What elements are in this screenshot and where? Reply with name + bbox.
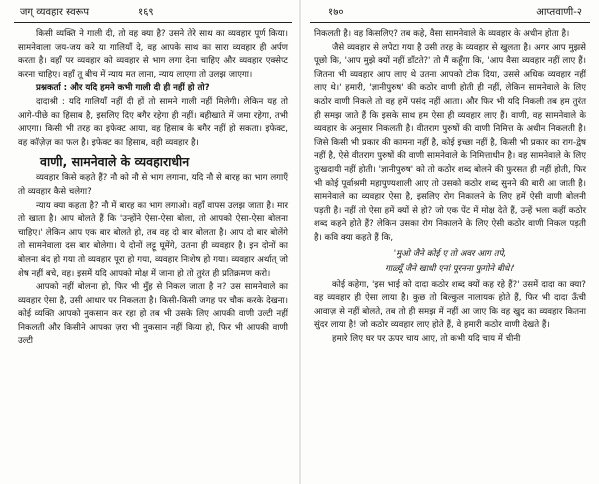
paragraph: हमारे लिए घर पर ऊपर चाय आए, तो कभी यदि चाय में चीनी [332,334,521,345]
right-page-body [314,28,586,347]
right-header-rule [310,22,590,23]
paragraph: निकलती है। वह किसलिए? तब कहे, वैसा सामनेवाले के व्यवहार के अधीन होता है। [314,29,570,39]
paragraph: कोई कहेगा, 'इस भाई को दादा कठोर शब्द क्यों कह रहे हैं?' उसमें दादा का क्या? वह व्यवहार ही ऐसा लाया है। कुछ तो बिल्कुल नालायक होते हैं, फिर भी दादा ऊँची आवाज़ से नहीं बोलते, तब तो ही समझ में नहीं आ जाए कि वह खुद का व्यवहार कितना सुंदर लाया है! जो कठोर व्यवहार लाए होते हैं, वे हमारी कठोर वाणी देखते हैं। [314,279,586,331]
paragraph: जैसे व्यवहार से लपेटा गया है उसी तरह के व्यवहार से खुलता है। अगर आप मुझसे पूछो कि, 'आप मुझे क्यों नहीं डाँटते?' तो मैं कहूँगा कि, 'आप वैसा व्यवहार नहीं लाए हैं। जितना भी व्यवहार आप लाए थे उतना आपको टोक दिया, उससे अधिक व्यवहार नहीं लाए थे।' हमारी, 'ज्ञानीपुरुष' की कठोर वाणी होती ही नहीं, लेकिन सामनेवाले के लिए कठोर वाणी निकले तो वह हमें पसंद नहीं आता। और फिर भी यदि निकली तब हम तुरंत ही समझ जाते हैं कि इसके साथ हम ऐसा ही व्यवहार लाए हैं। वाणी, वह सामनेवाले के व्यवहार के अनुसार निकलती है। वीतराग पुरुषों की वाणी निमित्त के अधीन निकलती है। जिसे किसी भी प्रकार की कामना नहीं है, कोई इच्छा नहीं है, किसी भी प्रकार का राग-द्वेष नहीं है, ऐसे वीतराग पुरुषों की वाणी सामनेवाले के निमित्ताधीन है। वह सामनेवाले के लिए दुःखदायी नहीं होती। 'ज्ञानीपुरुष' को तो कठोर शब्द बोलने की फुरसत ही नहीं होती, फिर भी कोई पूर्वाश्रमी महापुण्यशाली आए तो उसको कठोर शब्द सुनने की बारी आ जाती है। सामनेवाले का व्यवहार ऐसा है, इसलिए रोग निकालने के लिए हमें ऐसी वाणी बोलनी पड़ती है। नहीं तो ऐसा हमें क्यों से हो? जो एक पेंट में मोक्ष देते हैं, उन्हें भला कहीं कठोर शब्द कहने होते हैं? लेकिन उसका रोग निकालने के लिए ऐसी कठोर वाणी निकल पड़ती है। कवि क्या कहते हैं कि, [314,42,586,243]
verse-line: गाळ्यूँ जैने खाधी एनां पूरनना फुगोने बीधे।' [385,264,515,275]
left-header-rule [14,22,292,23]
section-heading: वाणी, सामनेवाले के व्यवहाराधीन [40,154,190,170]
left-page-number: १६९ [138,7,154,18]
paragraph: किसी व्यक्ति ने गाली दी, तो वह क्या है? उसने तेरे साथ का व्यवहार पूर्ण किया। सामनेवाला जय-जय करे या गालियाँ दे, वह आपके साथ का सारा व्यवहार ही अर्पण करता है। वहाँ पर व्यवहार को व्यवहार से भाग लगा देना चाहिए और व्यवहार एक्सेप्ट करना चाहिए। वहाँ तू बीच में न्याय मत लाना, न्याय लाएगा तो उलझ जाएगा। [18,29,288,80]
book-gutter [299,0,301,484]
left-running-title: जग् व्यवहार स्वरूप [20,7,90,18]
paragraph: न्याय क्या कहता है? नौ में बारह का भाग लगाओ। वहाँ वापस उलझ जाता है। मार तो खाता है। आप बोलते हैं कि 'उन्होंने ऐसा-ऐसा बोला, तो आपको ऐसा-ऐसा बोलना चाहिए।' लेकिन आप एक बार बोलते हो, तब वह दो बार बोलता है। आप दो बार बोलेंगे तो सामनेवाला दस बार बोलेगा। ये दोनों लट्टू घूमेंगे, उतना ही व्यवहार है। इन दोनों का बोलना बंद हो गया तो व्यवहार पूरा हो गया, व्यवहार निःशेष हो गया। व्यवहार अर्थात् जो शेष नहीं बचे, वह। इसमें यदि आपको मोक्ष में जाना हो तो तुरंत ही प्रतिक्रमण करो। [18,200,288,279]
left-page-body [18,28,288,349]
verse-line: 'मुओ जैने कोई ए तो अवर आग तपे, [393,248,507,259]
paragraph: व्यवहार किसे कहते हैं? नौ को नौ से भाग लगाना, यदि नौ से बारह का भाग लगाएँ तो व्यवहार कैसे चलेगा? [18,173,288,197]
right-page-number: १७० [328,7,344,18]
right-page-header [310,4,590,20]
left-page [14,0,292,484]
answer-paragraph: दादाश्री : यदि गालियाँ नहीं दी हों तो सामने गाली नहीं मिलेगी। लेकिन यह तो आगे-पीछे का हिसाब है, इसलिए दिए बगैर रहेगा ही नहीं। बहीखाते में जमा रहेगा, तभी आएगा। किसी भी तरह का इफेक्ट आया, वह हिसाब के बगैर नहीं हो सकता। इफेक्ट, वह कॉज़ेज़ का फल है। इफेक्ट का हिसाब, वही व्यवहार है। [18,96,288,148]
left-page-header [14,4,292,20]
paragraph: आपको नहीं बोलना हो, फिर भी मुँह से निकल जाता है न? उस सामनेवाले का व्यवहार ऐसा है, उसी आधार पर निकलता है। किसी-किसी जगह पर चौक करके देखना। कोई व्यक्ति आपको नुकसान कर रहा हो तब भी उसके लिए आपकी वाणी उल्टी नहीं निकलती और किसीने आपका ज़रा भी नुकसान नहीं किया हो, फिर भी आपकी वाणी उल्टी [18,282,288,347]
question-paragraph: प्रश्नकर्ता : और यदि हमने कभी गाली दी ही नहीं हो तो? [36,83,210,94]
right-running-title: आप्तवाणी-२ [536,7,582,18]
right-page [310,0,590,484]
